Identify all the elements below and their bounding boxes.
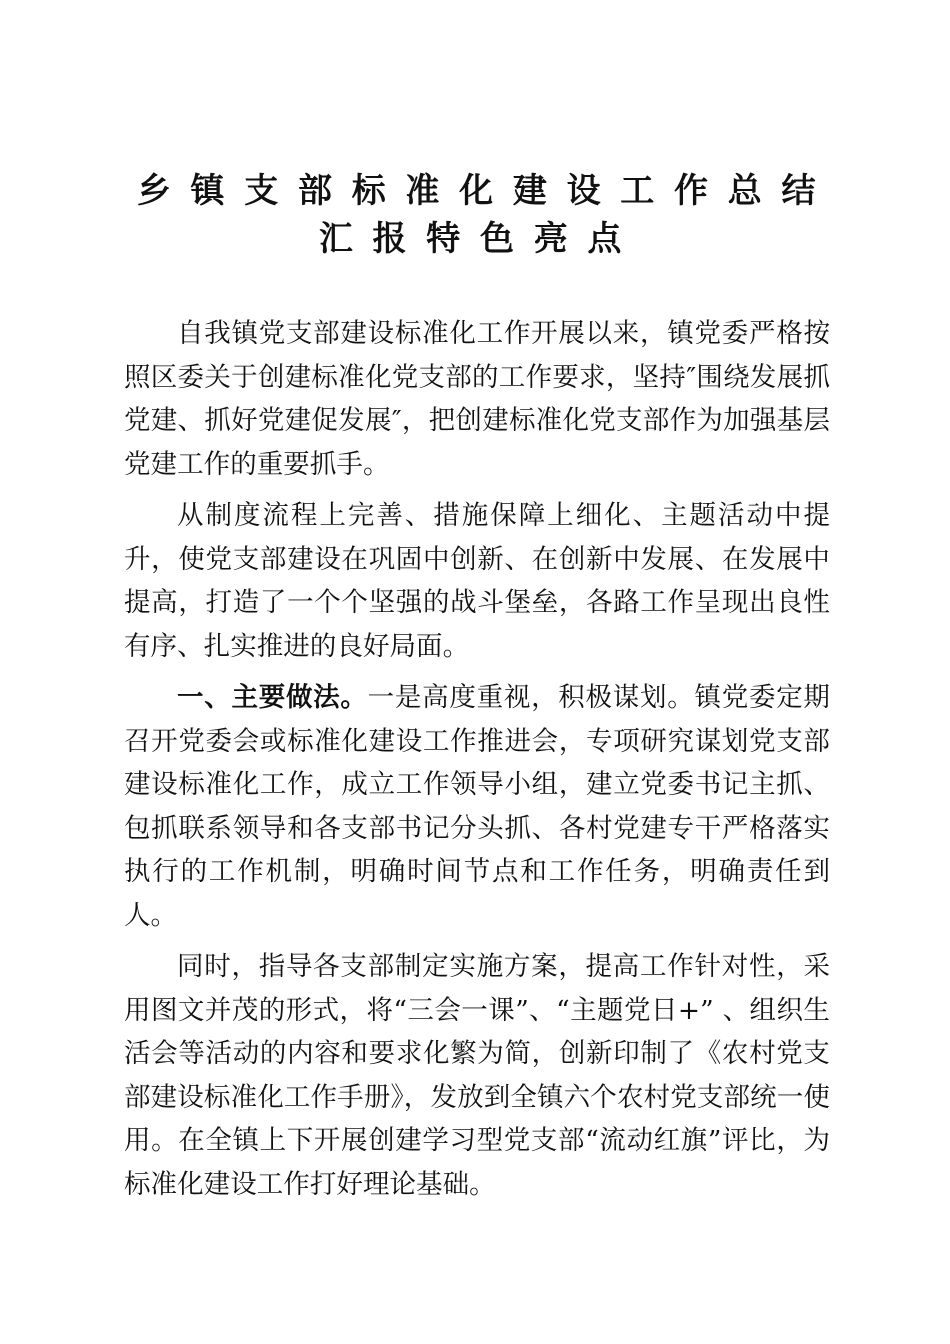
paragraph-2-text: 从制度流程上完善、措施保障上细化、主题活动中提升，使党支部建设在巩固中创新、在创新中发展、在发展中提高，打造了一个个坚强的战斗堡垒，各路工作呈现出良性有序、扎实推进的良好局面。: [124, 500, 830, 662]
document-title: [0, 168, 950, 262]
section-heading: 一、主要做法。: [177, 682, 368, 713]
paragraph-3: [124, 676, 830, 937]
paragraph-4: [124, 945, 830, 1206]
document-body: [124, 312, 830, 1214]
title-line-2: 汇报特色亮点: [318, 219, 642, 259]
paragraph-3-text: 一是高度重视，积极谋划。镇党委定期召开党委会或标准化建设工作推进会，专项研究谋划党支部建设标准化工作，成立工作领导小组，建立党委书记主抓、包抓联系领导和各支部书记分头抓、各村党建专干严格落实执行的工作机制，明确时间节点和工作任务，明确责任到人。: [124, 682, 830, 931]
paragraph-2: [124, 494, 830, 668]
paragraph-1-text: 自我镇党支部建设标准化工作开展以来，镇党委严格按照区委关于创建标准化党支部的工作要求，坚持″围绕发展抓党建、抓好党建促发展″，把创建标准化党支部作为加强基层党建工作的重要抓手。: [124, 318, 830, 480]
title-line-1: 乡镇支部标准化建设工作总结: [136, 171, 836, 211]
paragraph-1: [124, 312, 830, 486]
paragraph-4-text: 同时，指导各支部制定实施方案，提高工作针对性，采用图文并茂的形式，将“三会一课”、“主题党日+” 、组织生活会等活动的内容和要求化繁为简，创新印制了《农村党支部建设标准化工作手册》，发放到全镇六个农村党支部统一使用。在全镇上下开展创建学习型党支部“流动红旗”评比，为标准化建设工作打好理论基础。: [124, 951, 830, 1200]
